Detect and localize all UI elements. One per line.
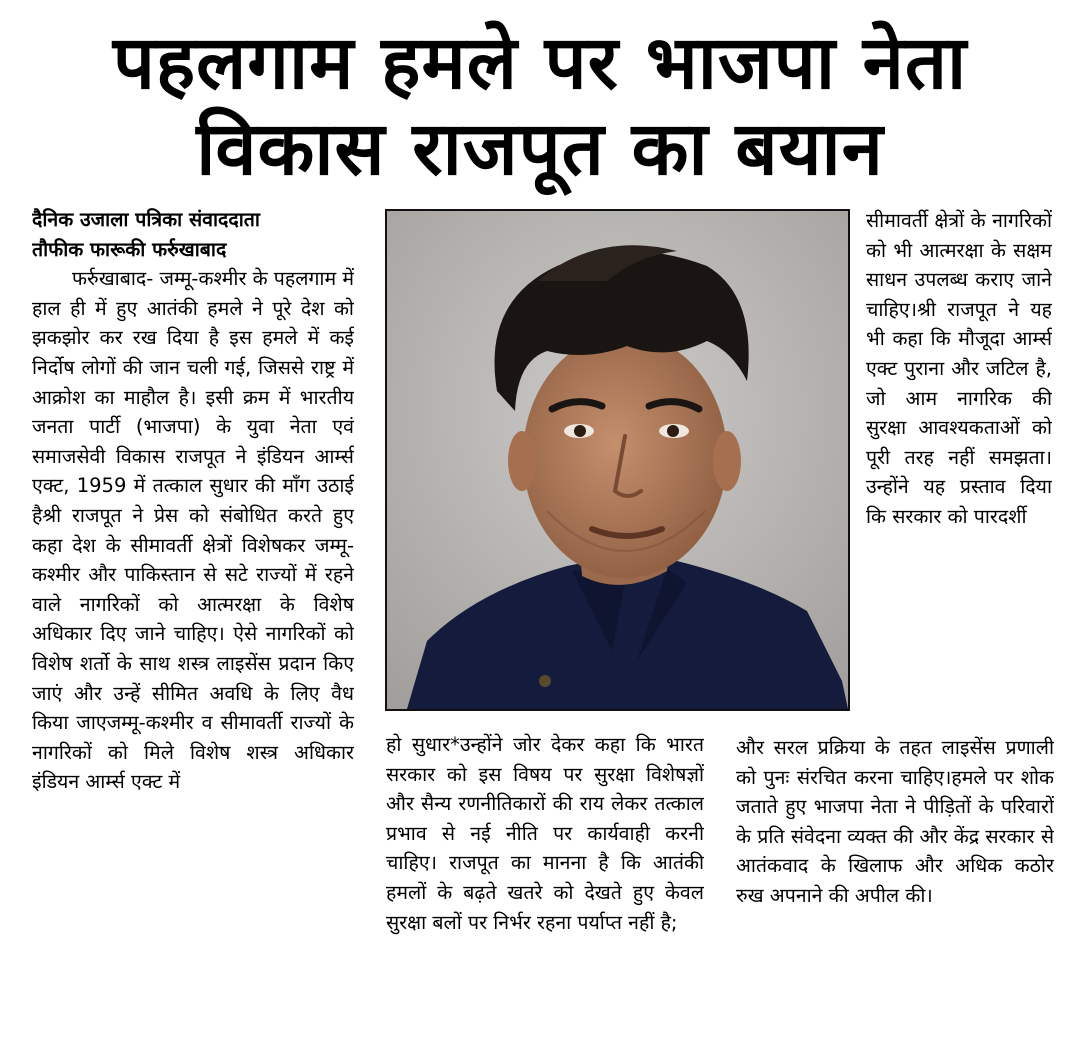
article-right-column-top [866, 206, 1052, 734]
article-left-column [32, 205, 354, 1020]
article-right-bottom-text: और सरल प्रक्रिया के तहत लाइसेंस प्रणाली को पुनः संरचित करना चाहिए।हमले पर शोक जताते हुए भाजपा नेता ने पीड़ितों के परिवारों के प्रति संवेदना व्यक्त की और केंद्र सरकार से आतंकवाद के खिलाफ और अधिक कठोर रुख अपनाने की अपील की। [736, 736, 1054, 907]
byline-line-2: तौफीक फारूकी फर्रुखाबाद [32, 237, 227, 261]
headline-line-2: विकास राजपूत का बयान [196, 106, 884, 192]
article-right-column-bottom [736, 733, 1054, 1023]
portrait-illustration [387, 211, 848, 709]
article-middle-column [386, 730, 704, 1020]
article-right-top-text: सीमावर्ती क्षेत्रों के नागरिकों को भी आत्मरक्षा के सक्षम साधन उपलब्ध कराए जाने चाहिए।श्री राजपूत ने यह भी कहा कि मौजूदा आर्म्स एक्ट पुराना और जटिल है, जो आम नागरिक की सुरक्षा आवश्यकताओं को पूरी तरह नहीं समझता। उन्होंने यह प्रस्ताव दिया कि सरकार को पारदर्शी [866, 209, 1052, 528]
article-left-text: फर्रुखाबाद- जम्मू-कश्मीर के पहलगाम में हाल ही में हुए आतंकी हमले ने पूरे देश को झकझोर कर रख दिया है इस हमले में कई निर्दोष लोगों की जान चली गई, जिससे राष्ट्र में आक्रोश का माहौल है। इसी क्रम में भारतीय जनता पार्टी (भाजपा) के युवा नेता एवं समाजसेवी विकास राजपूत ने इंडियन आर्म्स एक्ट, 1959 में तत्काल सुधार की माँग उठाई हैश्री राजपूत ने प्रेस को संबोधित करते हुए कहा देश के सीमावर्ती क्षेत्रों विशेषकर जम्मू-कश्मीर और पाकिस्तान से सटे राज्यों में रहने वाले नागरिकों को आत्मरक्षा के विशेष अधिकार दिए जाने चाहिए। ऐसे नागरिकों को विशेष शर्तो के साथ शस्त्र लाइसेंस प्रदान किए जाएं और उन्हें सीमित अवधि के लिए वैध किया जाएजम्मू-कश्मीर व सीमावर्ती राज्यों के नागरिकों को मिले विशेष शस्त्र अधिकार इंडियन आर्म्स एक्ट में [32, 267, 354, 794]
byline-line-1: दैनिक उजाला पत्रिका संवाददाता [32, 208, 260, 231]
headline-line-1: पहलगाम हमले पर भाजपा नेता [112, 20, 968, 106]
article-middle-text: हो सुधार*उन्होंने जोर देकर कहा कि भारत सरकार को इस विषय पर सुरक्षा विशेषज्ञों और सैन्य रणनीतिकारों की राय लेकर तत्काल प्रभाव से नई नीति पर कार्यवाही करनी चाहिए। राजपूत का मानना है कि आतंकी हमलों के बढ़ते खतरे को देखते हुए केवल सुरक्षा बलों पर निर्भर रहना पर्याप्त नहीं है; [386, 733, 704, 934]
byline [32, 205, 354, 264]
portrait-photo [385, 209, 850, 711]
